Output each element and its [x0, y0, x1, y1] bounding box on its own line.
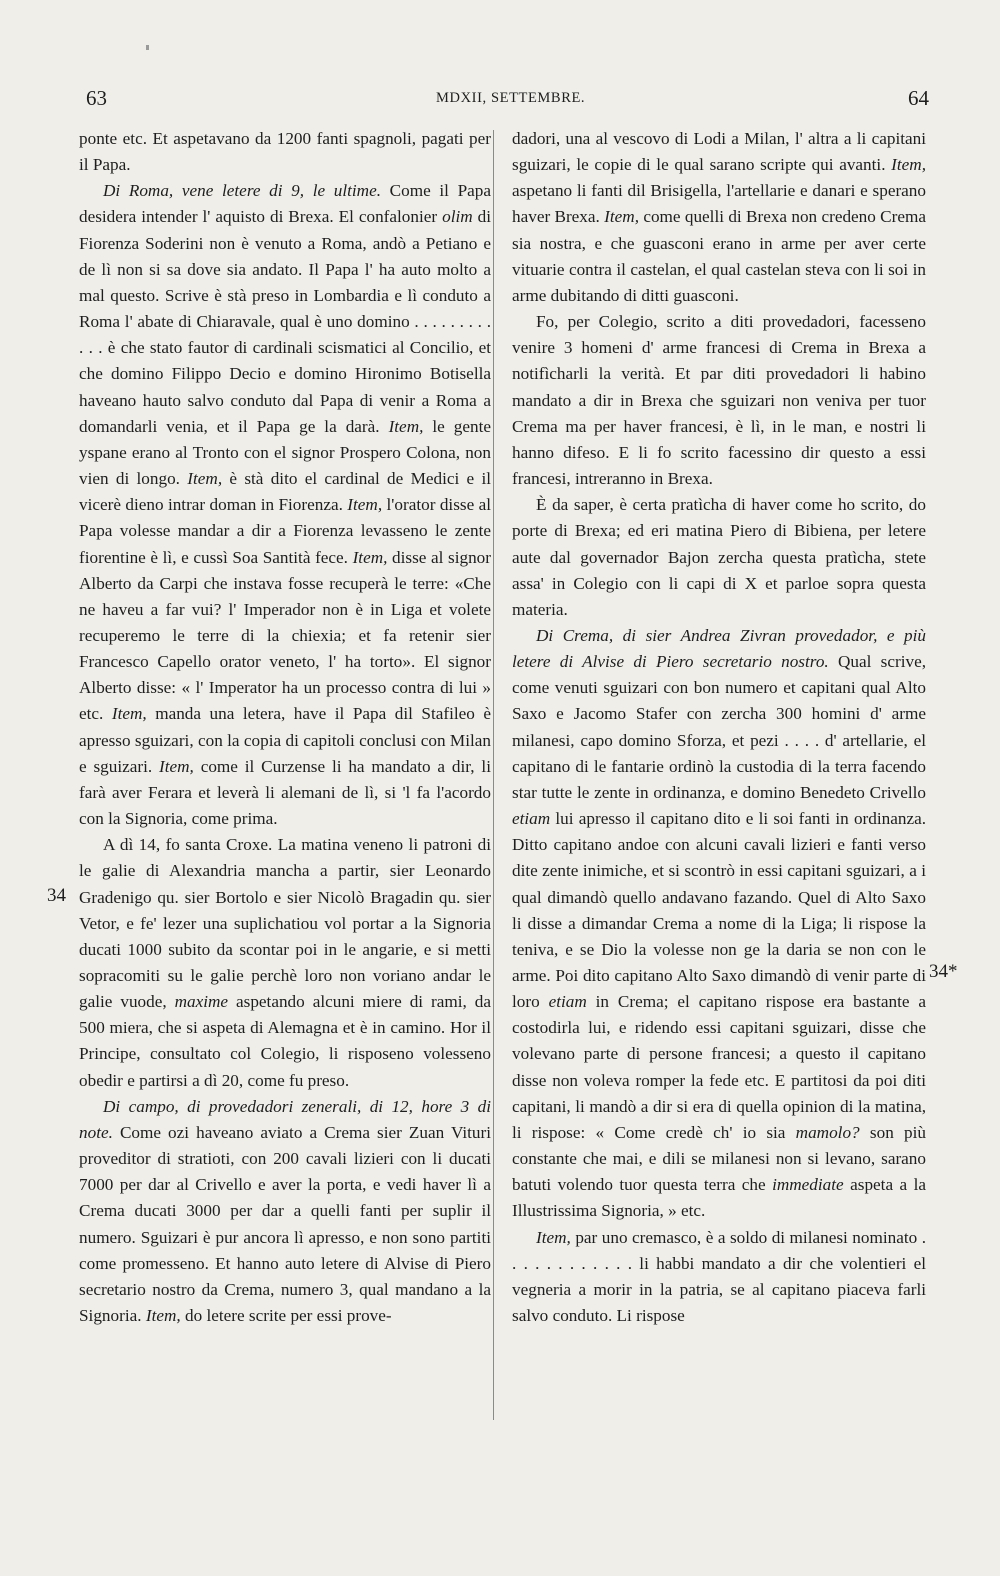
- running-title: MDXII, SETTEMBRE.: [436, 90, 586, 106]
- paragraph: A dì 14, fo santa Croxe. La matina veneno li patroni di le galie di Alexandria mancha a partir, sier Leonardo Gradenigo qu. sier Bortolo e sier Nicolò Bragadin qu. sier Vetor, e fe' lezer una suplichatiou vol portar a la Signoria ducati 1000 subito da scontar poi in le angarie, e si metti sopracomiti su le galie perchè loro non voriano andar le galie vuode, maxime aspetando alcuni miere di rami, da 500 miera, che si aspeta di Alemagna et è in camino. Hor il Principe, consultato col Colegio, li risposeno volesseno obedir e partirsi a dì 20, come fu preso.: [79, 835, 491, 1090]
- ink-speck: [146, 45, 149, 50]
- left-column: [79, 126, 491, 1329]
- paragraph: Fo, per Colegio, scrito a diti provedadori, facesseno venire 3 homeni d' arme francesi di Crema in Brexa a notifìcharli la verità. Et par diti provedadori li habino mandato a dir in Brexa che sguizari non veniva per tuor Crema ma per haver francesi, è lì, in le man, e nostri li hanno difeso. E li fo scrito facessino dir questo a essi francesi, intreranno in Brexa.: [512, 312, 926, 489]
- paragraph: Di campo, di provedadori zenerali, di 12, hore 3 di note. Come ozi haveano aviato a Crema sier Zuan Vituri proveditor di stratioti, con 200 cavali lizieri con li ducati 7000 per dar al Crivello e aver la porta, e vedi haver lì a Crema ducati 3000 per dar a quelli fanti per suplir il numero. Sguizari è pur ancora lì apresso, e non sono partiti come promesseno. Et hanno auto letere di Alvise di Piero secretario nostro da Crema, numero 3, qual mandano a la Signoria. Item, do letere scrite per essi prove-: [79, 1096, 491, 1326]
- paragraph: Di Roma, vene letere di 9, le ultime. Come il Papa desidera intender l' aquisto di Brexa. El confalonier olim di Fiorenza Soderini non è venuto a Roma, andò a Petiano e de lì non si sa dove sia andato. Il Papa l' ha auto molto a mal questo. Scrive è stà preso in Lombardia e lì conduto a Roma l' abate di Chiaravale, qual è uno domino . . . . . . . . . . . . è che stato fautor di cardinali scismatici al Concilio, et che domino Filippo Decio e domino Hironimo Botisella haveano hauto salvo conduto dal Papa di venir a Roma a domandarli venia, et il Papa ge la darà. Item, le gente yspane erano al Tronto con el signor Prospero Colona, non vien di longo. Item, è stà dito el cardinal de Medici e il vicerè dieno intrar doman in Fiorenza. Item, l'orator disse al Papa volesse mandar a dir a Fiorenza levasseno le zente fiorentine è lì, e cussì Soa Santità fece. Item, disse al signor Alberto da Carpi che instava fosse recuperà le terre: «Che ne haveu a far vui? l' Imperador non è in Liga et volete recuperemo le terre di la chiexia; et fa retenir sier Francesco Capello orator veneto, l' ha torto». El signor Alberto disse: « l' Imperator ha un processo contra di lui » etc. Item, manda una letera, have il Papa dil Stafileo è apresso sguizari, con la copia di capitoli conclusi con Milan e sguizari. Item, come il Curzense li ha mandato a dir, li farà aver Ferara et leverà li alemani de lì, si 'l fa l'acordo con la Signoria, come prima.: [79, 181, 492, 829]
- paragraph: Item, par uno cremasco, è a soldo di milanesi nominato . . . . . . . . . . . . li habbi mandato a dir che volentieri el vegneria a morir in la patria, se al capitano piaceva farli salvo conduto. Li rispose: [512, 1227, 926, 1326]
- margin-note-left: 34: [47, 885, 66, 906]
- page-number-left: 63: [86, 86, 107, 110]
- column-divider: [493, 130, 494, 1420]
- paragraph: dadori, una al vescovo di Lodi a Milan, l' altra a li capitani sguizari, le copie di le qual sarano scripte qui avanti. Item, aspetano li fanti dil Brisigella, l'artellarie e danari e sperano haver Brexa. Item, come quelli di Brexa non credeno Crema sia nostra, e che guasconi erano in arme per aver certe vituarie contra il castelan, el qual castelan steva con li soi in arme dubitando di ditti guasconi.: [512, 129, 926, 305]
- paragraph: ponte etc. Et aspetavano da 1200 fanti spagnoli, pagati per il Papa.: [79, 129, 491, 175]
- right-column: [512, 126, 926, 1329]
- margin-note-right: 34*: [929, 961, 958, 982]
- paragraph: È da saper, è certa pratìcha di haver come ho scrito, do porte di Brexa; ed eri matina Piero di Bibiena, per letere aute dal governador Bajon zercha questa pratìcha, stete assa' in Colegio con li capi di X et parloe sopra questa materia.: [512, 495, 926, 619]
- page-header: [0, 86, 1000, 116]
- page-number-right: 64: [908, 86, 929, 110]
- paragraph: Di Crema, di sier Andrea Zivran provedador, e più letere di Alvise di Piero secretario nostro. Qual scrive, come venuti sguizari con bon numero et capitani qual Alto Saxo e Jacomo Stafer con zercha 300 homini d' arme milanesi, capo domino Sforza, et pezi . . . . d' artellarie, el capitano di le fantarie ordinò la custodia di la terra facendo star tutte le zente in ordinanza, e domino Benedeto Crivello etiam lui apresso il capitano dito e li soi fanti in ordinanza. Ditto capitano andoe con alcuni cavali lizieri e fanti verso dite zente inimiche, et si scontrò in essi capitani sguizari, a i qual dimandò quello andavano fazando. Quel di Alto Saxo li disse a dimandar Crema a nome di la Liga; li rispose la teniva, e se Dio la volesse non ge la daria se non con le arme. Poi dito capitano Alto Saxo dimandò di venir parte di loro etiam in Crema; el capitano rispose era bastante a costodirla lui, e ridendo essi capitani sguizari, disse che volevano parte di persone francesi; a questo il capitano disse non voleva romper la fede etc. E partitosi da poi diti capitani, li mandò a dir si era di quella opinion di la matina, li rispose: « Come credè ch' io sia mamolo? son più constante che mai, e dili se milanesi non si levano, sarano batuti volendo tuor questa terra che immediate aspeta a la Illustrissima Signoria, » etc.: [512, 625, 927, 1221]
